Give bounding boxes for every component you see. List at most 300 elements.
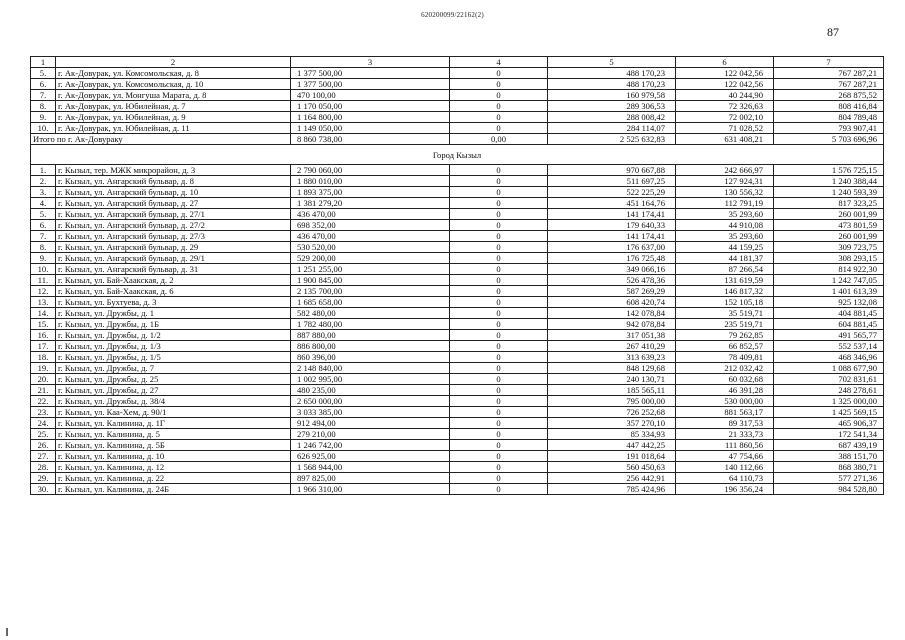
- col7-value: 465 906,37: [774, 418, 884, 429]
- total-col5: 2 525 632,83: [548, 134, 676, 145]
- col4-value: 0: [450, 253, 548, 264]
- col5-value: 795 000,00: [548, 396, 676, 407]
- col5-value: 191 018,64: [548, 451, 676, 462]
- col3-value: 1 782 480,00: [291, 319, 450, 330]
- col4-value: 0: [450, 418, 548, 429]
- col4-value: 0: [450, 242, 548, 253]
- col7-value: 793 907,41: [774, 123, 884, 134]
- table-row: [31, 165, 884, 176]
- address: г. Кызыл, ул. Дружбы, д. 1/5: [56, 352, 291, 363]
- address: г. Кызыл, ул. Бай-Хаакская, д. 2: [56, 275, 291, 286]
- col7-value: 767 287,21: [774, 79, 884, 90]
- col3-value: 279 210,00: [291, 429, 450, 440]
- column-number-row: [31, 57, 884, 68]
- address: г. Кызыл, ул. Ангарский бульвар, д. 29/1: [56, 253, 291, 264]
- address: г. Кызыл, ул. Дружбы, д. 38/4: [56, 396, 291, 407]
- address: г. Кызыл, ул. Калинина, д. 12: [56, 462, 291, 473]
- col4-value: 0: [450, 101, 548, 112]
- row-number: 14.: [31, 308, 56, 319]
- col3-value: 1 002 995,00: [291, 374, 450, 385]
- table-row: [31, 198, 884, 209]
- section-title: Город Кызыл: [31, 145, 884, 165]
- col3-value: 2 790 060,00: [291, 165, 450, 176]
- col5-value: 560 450,63: [548, 462, 676, 473]
- col4-value: 0: [450, 363, 548, 374]
- col6-value: 21 333,73: [676, 429, 774, 440]
- col4-value: 0: [450, 79, 548, 90]
- col6-value: 60 032,68: [676, 374, 774, 385]
- col3-value: 3 033 385,00: [291, 407, 450, 418]
- col6-value: 881 563,17: [676, 407, 774, 418]
- col4-value: 0: [450, 187, 548, 198]
- col7-value: 604 881,45: [774, 319, 884, 330]
- col7-value: 468 346,96: [774, 352, 884, 363]
- row-number: 23.: [31, 407, 56, 418]
- col7-value: 248 278,61: [774, 385, 884, 396]
- col3-value: 2 135 700,00: [291, 286, 450, 297]
- col3-value: 1 880 010,00: [291, 176, 450, 187]
- col3-value: 1 246 742,00: [291, 440, 450, 451]
- col5-value: 176 725,48: [548, 253, 676, 264]
- col6-value: 35 519,71: [676, 308, 774, 319]
- row-number: 26.: [31, 440, 56, 451]
- col5-value: 317 051,38: [548, 330, 676, 341]
- row-number: 18.: [31, 352, 56, 363]
- col7-value: 404 881,45: [774, 308, 884, 319]
- col7-value: 388 151,70: [774, 451, 884, 462]
- col6-value: 127 924,31: [676, 176, 774, 187]
- col5-value: 185 565,11: [548, 385, 676, 396]
- row-number: 21.: [31, 385, 56, 396]
- total-col6: 631 408,21: [676, 134, 774, 145]
- col7-value: 268 875,52: [774, 90, 884, 101]
- table-row: [31, 209, 884, 220]
- col4-value: 0: [450, 112, 548, 123]
- col3-value: 1 966 310,00: [291, 484, 450, 495]
- col5-value: 288 008,42: [548, 112, 676, 123]
- col4-value: 0: [450, 484, 548, 495]
- address: г. Ак-Довурак, ул. Комсомольская, д. 10: [56, 79, 291, 90]
- table-row: [31, 176, 884, 187]
- col3-value: 1 377 500,00: [291, 68, 450, 79]
- col6-value: 66 852,57: [676, 341, 774, 352]
- row-number: 27.: [31, 451, 56, 462]
- col6-value: 46 391,28: [676, 385, 774, 396]
- col4-value: 0: [450, 231, 548, 242]
- address: г. Кызыл, ул. Ангарский бульвар, д. 27/2: [56, 220, 291, 231]
- col4-value: 0: [450, 198, 548, 209]
- table-row: [31, 231, 884, 242]
- row-number: 7.: [31, 231, 56, 242]
- table-row: [31, 385, 884, 396]
- col5-value: 357 270,10: [548, 418, 676, 429]
- col5-value: 942 078,84: [548, 319, 676, 330]
- row-number: 1.: [31, 165, 56, 176]
- address: г. Ак-Довурак, ул. Монгуша Марата, д. 8: [56, 90, 291, 101]
- row-number: 20.: [31, 374, 56, 385]
- section-header-row: [31, 145, 884, 165]
- table-row: [31, 341, 884, 352]
- col6-value: 122 042,56: [676, 68, 774, 79]
- col5-value: 141 174,41: [548, 231, 676, 242]
- col7-value: 984 528,80: [774, 484, 884, 495]
- col6-value: 530 000,00: [676, 396, 774, 407]
- data-table: [30, 56, 884, 495]
- col7-value: 1 242 747,05: [774, 275, 884, 286]
- col4-value: 0: [450, 209, 548, 220]
- col4-value: 0: [450, 275, 548, 286]
- row-number: 9.: [31, 253, 56, 264]
- table-row: [31, 429, 884, 440]
- address: г. Кызыл, ул. Дружбы, д. 1/3: [56, 341, 291, 352]
- row-number: 28.: [31, 462, 56, 473]
- page-number: 87: [827, 25, 839, 39]
- col7-value: 260 001,99: [774, 209, 884, 220]
- col6-value: 79 262,85: [676, 330, 774, 341]
- col6-value: 44 159,25: [676, 242, 774, 253]
- col7-value: 687 439,19: [774, 440, 884, 451]
- col5-value: 608 420,74: [548, 297, 676, 308]
- col7-value: 817 323,25: [774, 198, 884, 209]
- row-number: 10.: [31, 123, 56, 134]
- address: г. Кызыл, ул. Бухтуева, д. 3: [56, 297, 291, 308]
- col4-value: 0: [450, 123, 548, 134]
- col6-value: 78 409,81: [676, 352, 774, 363]
- col6-value: 44 181,37: [676, 253, 774, 264]
- table-row: [31, 484, 884, 495]
- row-number: 16.: [31, 330, 56, 341]
- row-number: 6.: [31, 220, 56, 231]
- col3-value: 1 170 050,00: [291, 101, 450, 112]
- col7-value: 491 565,77: [774, 330, 884, 341]
- address: г. Кызыл, тер. МЖК микрорайон, д. 3: [56, 165, 291, 176]
- col4-value: 0: [450, 68, 548, 79]
- col4-value: 0: [450, 297, 548, 308]
- col3-value: 470 100,00: [291, 90, 450, 101]
- col5-value: 726 252,68: [548, 407, 676, 418]
- table-row: [31, 451, 884, 462]
- table-row: [31, 473, 884, 484]
- col5-value: 85 334,93: [548, 429, 676, 440]
- col3-value: 1 164 800,00: [291, 112, 450, 123]
- row-number: 22.: [31, 396, 56, 407]
- address: г. Кызыл, ул. Калинина, д. 5: [56, 429, 291, 440]
- col6-value: 71 028,52: [676, 123, 774, 134]
- address: г. Кызыл, ул. Бай-Хаакская, д. 6: [56, 286, 291, 297]
- address: г. Кызыл, ул. Дружбы, д. 1/2: [56, 330, 291, 341]
- col3-value: 530 520,00: [291, 242, 450, 253]
- table-row: [31, 90, 884, 101]
- col3-value: 1 149 050,00: [291, 123, 450, 134]
- col3-value: 860 396,00: [291, 352, 450, 363]
- col7-value: 577 271,36: [774, 473, 884, 484]
- address: г. Кызыл, ул. Ангарский бульвар, д. 27/1: [56, 209, 291, 220]
- col3-value: 582 480,00: [291, 308, 450, 319]
- row-number: 30.: [31, 484, 56, 495]
- row-number: 8.: [31, 242, 56, 253]
- table-row: [31, 407, 884, 418]
- column-header: 1: [31, 57, 56, 68]
- col5-value: 488 170,23: [548, 68, 676, 79]
- table-row: [31, 101, 884, 112]
- col6-value: 131 619,59: [676, 275, 774, 286]
- col5-value: 349 066,16: [548, 264, 676, 275]
- col3-value: 886 800,00: [291, 341, 450, 352]
- col4-value: 0: [450, 429, 548, 440]
- col6-value: 111 860,56: [676, 440, 774, 451]
- address: г. Кызыл, ул. Дружбы, д. 1Б: [56, 319, 291, 330]
- scan-artifact: [6, 628, 8, 636]
- col4-value: 0: [450, 330, 548, 341]
- table-row: [31, 363, 884, 374]
- col3-value: 1 568 944,00: [291, 462, 450, 473]
- col5-value: 179 640,33: [548, 220, 676, 231]
- address: г. Кызыл, ул. Калинина, д. 24Б: [56, 484, 291, 495]
- address: г. Кызыл, ул. Ангарский бульвар, д. 27: [56, 198, 291, 209]
- row-number: 11.: [31, 275, 56, 286]
- col3-value: 1 900 845,00: [291, 275, 450, 286]
- col4-value: 0: [450, 220, 548, 231]
- address: г. Кызыл, ул. Ангарский бульвар, д. 29: [56, 242, 291, 253]
- address: г. Кызыл, ул. Дружбы, д. 7: [56, 363, 291, 374]
- col4-value: 0: [450, 407, 548, 418]
- col7-value: 260 001,99: [774, 231, 884, 242]
- row-number: 15.: [31, 319, 56, 330]
- address: г. Кызыл, ул. Калинина, д. 10: [56, 451, 291, 462]
- col7-value: 1 401 613,39: [774, 286, 884, 297]
- col3-value: 626 925,00: [291, 451, 450, 462]
- col3-value: 2 148 840,00: [291, 363, 450, 374]
- col3-value: 2 650 000,00: [291, 396, 450, 407]
- col5-value: 522 225,29: [548, 187, 676, 198]
- table-row: [31, 68, 884, 79]
- col6-value: 72 002,10: [676, 112, 774, 123]
- col5-value: 526 478,36: [548, 275, 676, 286]
- col6-value: 196 356,24: [676, 484, 774, 495]
- col3-value: 1 251 255,00: [291, 264, 450, 275]
- col3-value: 698 352,00: [291, 220, 450, 231]
- col6-value: 235 519,71: [676, 319, 774, 330]
- col6-value: 152 105,18: [676, 297, 774, 308]
- col4-value: 0: [450, 176, 548, 187]
- table-row: [31, 308, 884, 319]
- row-number: 13.: [31, 297, 56, 308]
- total-col3: 8 860 738,00: [291, 134, 450, 145]
- col5-value: 289 306,53: [548, 101, 676, 112]
- col3-value: 1 377 500,00: [291, 79, 450, 90]
- col7-value: 1 240 388,44: [774, 176, 884, 187]
- col7-value: 814 922,30: [774, 264, 884, 275]
- row-number: 5.: [31, 209, 56, 220]
- address: г. Ак-Довурак, ул. Юбилейная, д. 7: [56, 101, 291, 112]
- col6-value: 89 317,53: [676, 418, 774, 429]
- col6-value: 146 817,32: [676, 286, 774, 297]
- row-number: 19.: [31, 363, 56, 374]
- col4-value: 0: [450, 264, 548, 275]
- col4-value: 0: [450, 385, 548, 396]
- row-number: 2.: [31, 176, 56, 187]
- row-number: 17.: [31, 341, 56, 352]
- column-header: 7: [774, 57, 884, 68]
- col6-value: 40 244,90: [676, 90, 774, 101]
- address: г. Кызыл, ул. Дружбы, д. 27: [56, 385, 291, 396]
- table-row: [31, 330, 884, 341]
- table-row: [31, 418, 884, 429]
- col5-value: 447 442,25: [548, 440, 676, 451]
- table-row: [31, 352, 884, 363]
- col5-value: 785 424,96: [548, 484, 676, 495]
- col5-value: 176 637,00: [548, 242, 676, 253]
- col4-value: 0: [450, 396, 548, 407]
- col7-value: 804 789,48: [774, 112, 884, 123]
- col5-value: 848 129,68: [548, 363, 676, 374]
- col4-value: 0: [450, 352, 548, 363]
- row-number: 4.: [31, 198, 56, 209]
- table-row: [31, 123, 884, 134]
- address: г. Кызыл, ул. Калинина, д. 22: [56, 473, 291, 484]
- col4-value: 0: [450, 462, 548, 473]
- col3-value: 436 470,00: [291, 231, 450, 242]
- col5-value: 284 114,07: [548, 123, 676, 134]
- table-row: [31, 462, 884, 473]
- table-row: [31, 297, 884, 308]
- col5-value: 313 639,23: [548, 352, 676, 363]
- col4-value: 0: [450, 90, 548, 101]
- col4-value: 0: [450, 451, 548, 462]
- row-number: 12.: [31, 286, 56, 297]
- table-row: [31, 187, 884, 198]
- col6-value: 72 326,63: [676, 101, 774, 112]
- address: г. Кызыл, ул. Ангарский бульвар, д. 31: [56, 264, 291, 275]
- col7-value: 1 240 593,39: [774, 187, 884, 198]
- table-row: [31, 220, 884, 231]
- col5-value: 451 164,76: [548, 198, 676, 209]
- column-header: 3: [291, 57, 450, 68]
- col7-value: 1 425 569,15: [774, 407, 884, 418]
- col3-value: 1 893 375,00: [291, 187, 450, 198]
- col3-value: 1 381 279,20: [291, 198, 450, 209]
- row-number: 7.: [31, 90, 56, 101]
- col6-value: 47 754,66: [676, 451, 774, 462]
- address: г. Ак-Довурак, ул. Юбилейная, д. 9: [56, 112, 291, 123]
- column-header: 6: [676, 57, 774, 68]
- table-row: [31, 253, 884, 264]
- table-row: [31, 374, 884, 385]
- row-number: 6.: [31, 79, 56, 90]
- col4-value: 0: [450, 286, 548, 297]
- col5-value: 511 697,25: [548, 176, 676, 187]
- col6-value: 44 910,08: [676, 220, 774, 231]
- col6-value: 87 266,54: [676, 264, 774, 275]
- col5-value: 267 410,29: [548, 341, 676, 352]
- table-row: [31, 275, 884, 286]
- address: г. Кызыл, ул. Ангарский бульвар, д. 27/3: [56, 231, 291, 242]
- address: г. Ак-Довурак, ул. Юбилейная, д. 11: [56, 123, 291, 134]
- col6-value: 242 666,97: [676, 165, 774, 176]
- col4-value: 0: [450, 440, 548, 451]
- table-row: [31, 396, 884, 407]
- col3-value: 529 200,00: [291, 253, 450, 264]
- col6-value: 35 293,60: [676, 209, 774, 220]
- col6-value: 212 032,42: [676, 363, 774, 374]
- total-col7: 5 703 696,96: [774, 134, 884, 145]
- address: г. Кызыл, ул. Дружбы, д. 1: [56, 308, 291, 319]
- row-number: 25.: [31, 429, 56, 440]
- col3-value: 897 825,00: [291, 473, 450, 484]
- table-row: [31, 286, 884, 297]
- col4-value: 0: [450, 165, 548, 176]
- table-row: [31, 264, 884, 275]
- col7-value: 1 325 000,00: [774, 396, 884, 407]
- col5-value: 142 078,84: [548, 308, 676, 319]
- column-header: 2: [56, 57, 291, 68]
- col7-value: 552 537,14: [774, 341, 884, 352]
- col6-value: 112 791,19: [676, 198, 774, 209]
- col7-value: 1 088 677,90: [774, 363, 884, 374]
- col5-value: 256 442,91: [548, 473, 676, 484]
- col5-value: 141 174,41: [548, 209, 676, 220]
- total-row: [31, 134, 884, 145]
- col3-value: 1 685 658,00: [291, 297, 450, 308]
- col6-value: 140 112,66: [676, 462, 774, 473]
- col5-value: 240 130,71: [548, 374, 676, 385]
- total-label: Итого по г. Ак-Довураку: [31, 134, 291, 145]
- column-header: 4: [450, 57, 548, 68]
- col4-value: 0: [450, 319, 548, 330]
- col5-value: 587 269,29: [548, 286, 676, 297]
- col3-value: 887 880,00: [291, 330, 450, 341]
- col4-value: 0: [450, 473, 548, 484]
- row-number: 9.: [31, 112, 56, 123]
- address: г. Кызыл, ул. Ангарский бульвар, д. 8: [56, 176, 291, 187]
- table-row: [31, 112, 884, 123]
- row-number: 8.: [31, 101, 56, 112]
- col7-value: 473 801,59: [774, 220, 884, 231]
- row-number: 10.: [31, 264, 56, 275]
- column-header: 5: [548, 57, 676, 68]
- row-number: 24.: [31, 418, 56, 429]
- col5-value: 160 979,58: [548, 90, 676, 101]
- col4-value: 0: [450, 308, 548, 319]
- table-row: [31, 440, 884, 451]
- table-row: [31, 79, 884, 90]
- col7-value: 868 380,71: [774, 462, 884, 473]
- document-id: 620200099/22162(2): [421, 11, 484, 19]
- col3-value: 912 494,00: [291, 418, 450, 429]
- row-number: 29.: [31, 473, 56, 484]
- total-col4: 0,00: [450, 134, 548, 145]
- col7-value: 767 287,21: [774, 68, 884, 79]
- table-row: [31, 319, 884, 330]
- row-number: 3.: [31, 187, 56, 198]
- col7-value: 1 576 725,15: [774, 165, 884, 176]
- col6-value: 130 556,32: [676, 187, 774, 198]
- col3-value: 436 470,00: [291, 209, 450, 220]
- col6-value: 122 042,56: [676, 79, 774, 90]
- address: г. Кызыл, ул. Каа-Хем, д. 90/1: [56, 407, 291, 418]
- col5-value: 970 667,88: [548, 165, 676, 176]
- col5-value: 488 170,23: [548, 79, 676, 90]
- address: г. Кызыл, ул. Калинина, д. 1Г: [56, 418, 291, 429]
- col7-value: 808 416,84: [774, 101, 884, 112]
- col4-value: 0: [450, 341, 548, 352]
- col4-value: 0: [450, 374, 548, 385]
- table-row: [31, 242, 884, 253]
- col6-value: 64 110,73: [676, 473, 774, 484]
- col6-value: 35 293,60: [676, 231, 774, 242]
- address: г. Кызыл, ул. Калинина, д. 5Б: [56, 440, 291, 451]
- row-number: 5.: [31, 68, 56, 79]
